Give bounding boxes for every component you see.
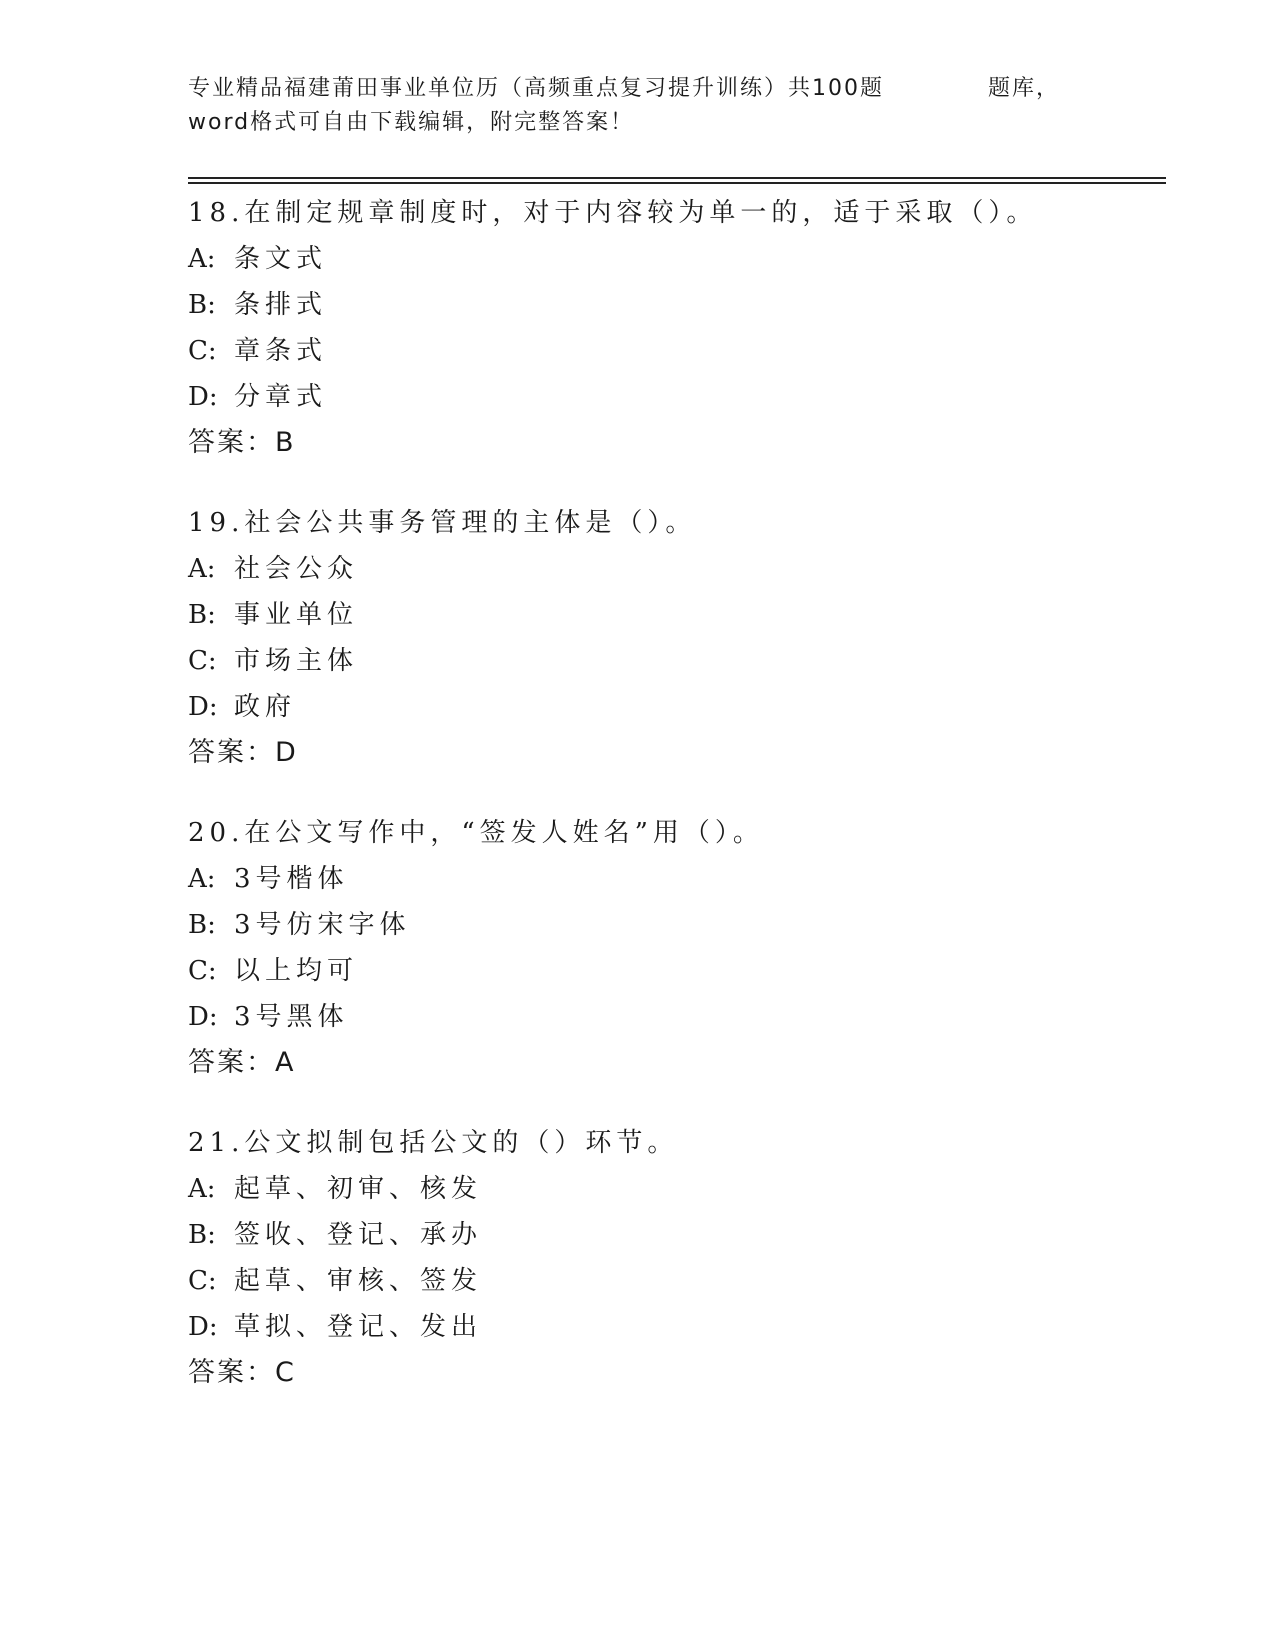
option-text: 章条式 bbox=[234, 336, 328, 366]
question-19 bbox=[188, 500, 1168, 776]
answer-line: 答案：A bbox=[188, 1047, 296, 1078]
option-d bbox=[188, 994, 1168, 1040]
question-18 bbox=[188, 190, 1168, 466]
option-key: D: bbox=[188, 382, 218, 412]
option-text: 起草、审核、签发 bbox=[234, 1266, 483, 1296]
question-20 bbox=[188, 810, 1168, 1086]
question-stem: 19.社会公共事务管理的主体是（）。 bbox=[188, 508, 697, 538]
option-text: 政府 bbox=[234, 692, 297, 722]
option-key: D: bbox=[188, 692, 218, 722]
header-divider-bottom bbox=[188, 182, 1166, 184]
option-c bbox=[188, 638, 1168, 684]
option-key: C: bbox=[188, 336, 217, 366]
answer-line: 答案：C bbox=[188, 1357, 296, 1388]
option-a bbox=[188, 546, 1168, 592]
option-a bbox=[188, 236, 1168, 282]
option-key: B: bbox=[188, 1220, 216, 1250]
option-text: 以上均可 bbox=[234, 956, 359, 986]
option-a bbox=[188, 856, 1168, 902]
answer-line: 答案：B bbox=[188, 427, 296, 458]
question-stem: 20.在公文写作中，“签发人姓名”用（）。 bbox=[188, 818, 764, 848]
option-text: 分章式 bbox=[234, 382, 328, 412]
option-b bbox=[188, 902, 1168, 948]
option-c bbox=[188, 1258, 1168, 1304]
option-text: 起草、初审、核发 bbox=[234, 1174, 483, 1204]
option-key: B: bbox=[188, 600, 216, 630]
option-b bbox=[188, 592, 1168, 638]
header-divider-top bbox=[188, 177, 1166, 179]
option-b bbox=[188, 282, 1168, 328]
option-text: 3号仿宋字体 bbox=[234, 910, 411, 940]
question-21 bbox=[188, 1120, 1168, 1396]
option-key: B: bbox=[188, 910, 216, 940]
option-a bbox=[188, 1166, 1168, 1212]
option-text: 3号楷体 bbox=[234, 864, 349, 894]
header-line-2: word格式可自由下载编辑，附完整答案！ bbox=[188, 110, 635, 135]
option-text: 社会公众 bbox=[234, 554, 359, 584]
question-stem: 18.在制定规章制度时，对于内容较为单一的，适于采取（）。 bbox=[188, 198, 1038, 228]
option-key: C: bbox=[188, 646, 217, 676]
option-key: C: bbox=[188, 1266, 217, 1296]
option-d bbox=[188, 1304, 1168, 1350]
question-stem: 21.公文拟制包括公文的（）环节。 bbox=[188, 1128, 679, 1158]
header-title: 专业精品福建莆田事业单位历（高频重点复习提升训练）共100题 bbox=[188, 76, 884, 101]
option-key: D: bbox=[188, 1312, 218, 1342]
option-key: A: bbox=[188, 864, 216, 894]
option-key: A: bbox=[188, 244, 216, 274]
header-line-1 bbox=[188, 72, 1088, 106]
answer-line: 答案：D bbox=[188, 737, 298, 768]
option-text: 签收、登记、承办 bbox=[234, 1220, 483, 1250]
option-text: 条排式 bbox=[234, 290, 328, 320]
option-key: D: bbox=[188, 1002, 218, 1032]
page-header bbox=[188, 72, 1088, 140]
option-d bbox=[188, 374, 1168, 420]
option-key: A: bbox=[188, 554, 216, 584]
option-text: 3号黑体 bbox=[234, 1002, 349, 1032]
option-b bbox=[188, 1212, 1168, 1258]
option-c bbox=[188, 948, 1168, 994]
option-text: 条文式 bbox=[234, 244, 328, 274]
option-key: A: bbox=[188, 1174, 216, 1204]
option-text: 市场主体 bbox=[234, 646, 359, 676]
option-c bbox=[188, 328, 1168, 374]
option-d bbox=[188, 684, 1168, 730]
option-text: 草拟、登记、发出 bbox=[234, 1312, 483, 1342]
option-key: B: bbox=[188, 290, 216, 320]
question-list bbox=[188, 190, 1168, 1430]
header-suffix: 题库， bbox=[988, 76, 1061, 101]
option-text: 事业单位 bbox=[234, 600, 359, 630]
option-key: C: bbox=[188, 956, 217, 986]
